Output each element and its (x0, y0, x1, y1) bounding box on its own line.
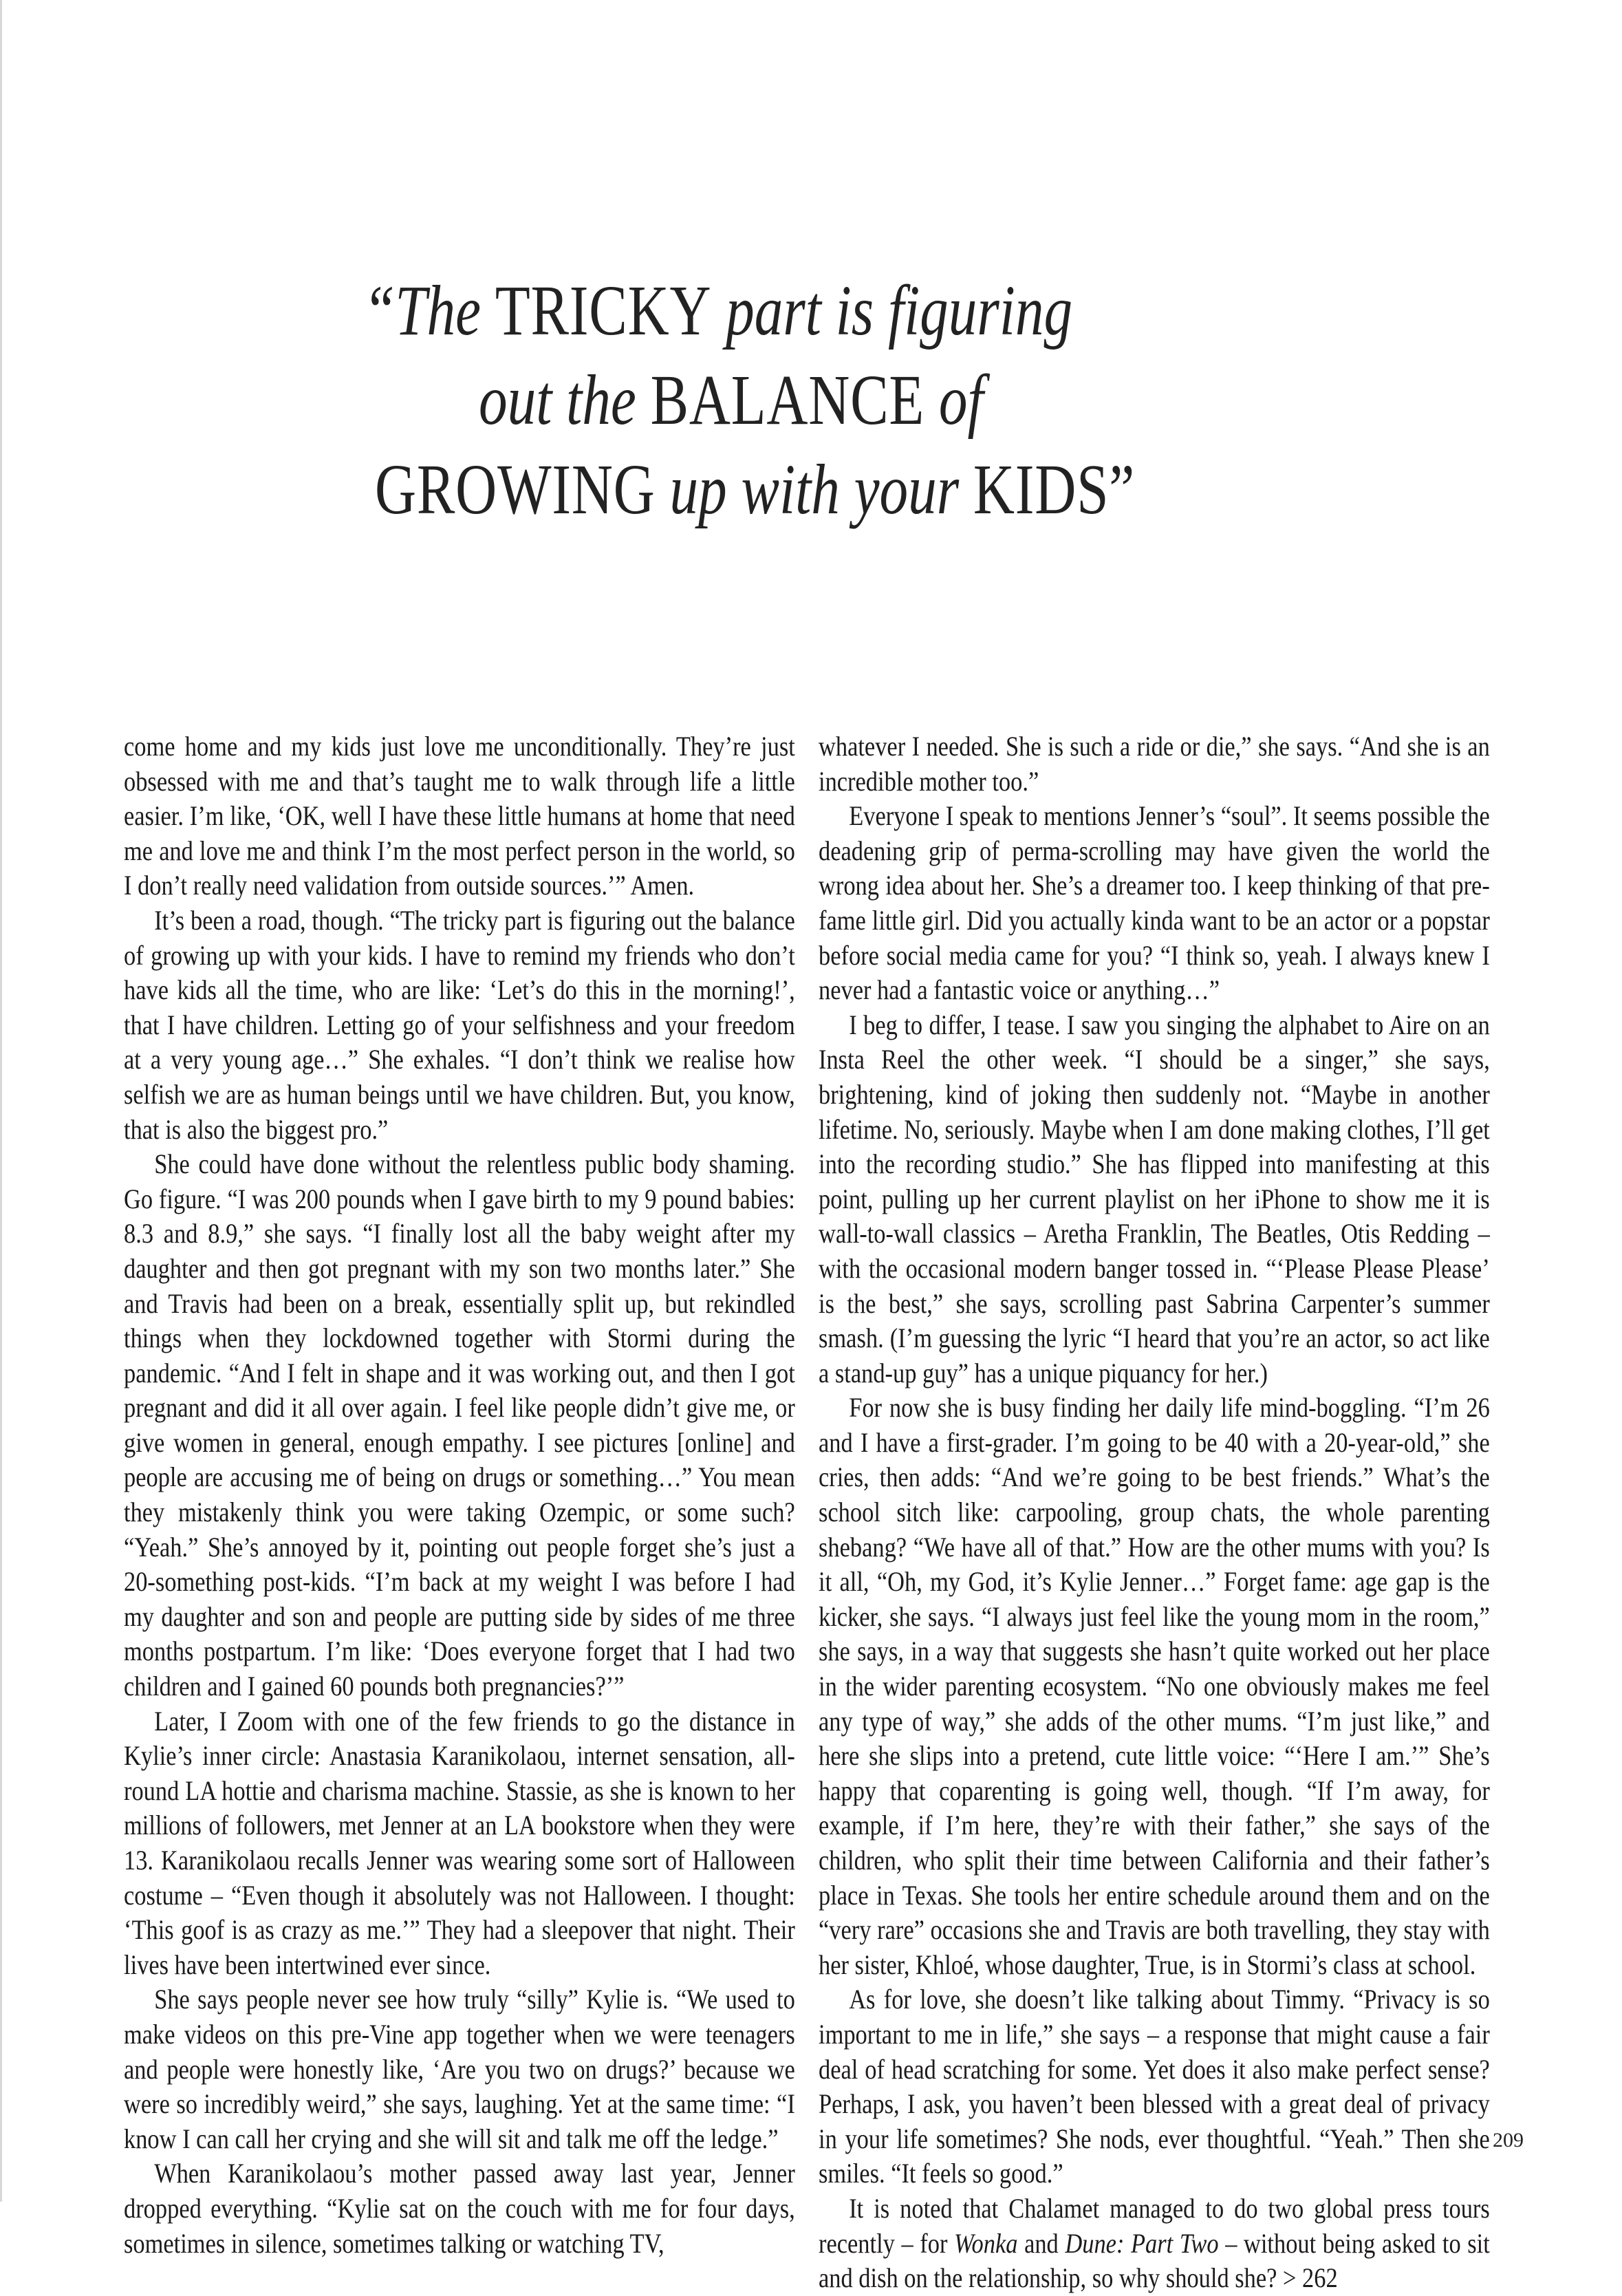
pull-quote-text: up with your (669, 450, 960, 529)
paragraph: She says people never see how truly “silly” Kylie is. “We used to make videos on this pre-Vine app together when we were teenagers and people were honestly like, ‘Are you two on drugs?’ because we were so incredibly weird,” she says, laughing. Yet at the same time: “I know I can call her crying and she will sit and talk me off the ledge.” (124, 1984, 795, 2154)
pull-quote-text: BALANCE (650, 361, 925, 440)
pull-quote-text: “The (363, 271, 482, 350)
pull-quote-line-3 (375, 450, 1135, 529)
paragraph: whatever I needed. She is such a ride or die,” she says. “And she is an incredible mother too.” (819, 731, 1490, 797)
page-number: 209 (1493, 2129, 1524, 2152)
pull-quote-text: KIDS” (973, 450, 1135, 529)
pull-quote-text: GROWING (375, 450, 656, 529)
pull-quote-text: TRICKY (495, 271, 712, 350)
pull-quote-line-2 (479, 361, 984, 440)
paragraph-text: and (1017, 2227, 1066, 2259)
paragraph: As for love, she doesn’t like talking about Timmy. “Privacy is so important to me in life,” she says – a response that might cause a fair deal of head scratching for some. Yet does it also make perfect sense? Perhaps, I ask, you haven’t been blessed with a great deal of privacy in your life sometimes? She nods, ever thoughtful. “Yeah.” Then she smiles. “It feels so good.” (819, 1984, 1490, 2189)
film-title: Dune: Part Two (1065, 2227, 1219, 2259)
page-edge (0, 0, 2, 2202)
pull-quote-text: part is figuring (726, 271, 1073, 350)
continued-on-reference: – without being asked to sit and dish on the relationship, so why should she? > 262 (819, 2227, 1490, 2294)
paragraph: For now she is busy finding her daily life mind-boggling. “I’m 26 and I have a first-grader. I’m going to be 40 with a 20-year-old,” she cries, then adds: “And we’re going to be best friends.” What’s the school sitch like: carpooling, group chats, the whole parenting shebang? “We have all of that.” How are the other mums with you? Is it all, “Oh, my God, it’s Kylie Jenner…” Forget fame: age gap is the kicker, she says. “I always just feel like the young mom in the room,” she says, in a way that suggests she hasn’t quite worked out her place in the wider parenting ecosystem. “No one obviously makes me feel any type of way,” she adds of the other mums. “I’m just like,” and here she slips into a pretend, cute little voice: “‘Here I am.’” She’s happy that coparenting is going well, though. “If I’m away, for example, if I’m here, they’re with their father,” she says of the children, who split their time between California and their father’s place in Texas. She tools her entire schedule around them and on the “very rare” occasions she and Travis are both travelling, they stay with her sister, Khloé, whose daughter, True, is in Stormi’s class at school. (819, 1392, 1490, 1980)
paragraph: When Karanikolaou’s mother passed away last year, Jenner dropped everything. “Kylie sat on the couch with me for four days, sometimes in silence, sometimes talking or watching TV, (124, 2158, 795, 2259)
paragraph: Everyone I speak to mentions Jenner’s “soul”. It seems possible the deadening grip of perma-scrolling may have given the world the wrong idea about her. She’s a dreamer too. I keep thinking of that pre-fame little girl. Did you actually kinda want to be an actor or a popstar before social media came for you? “I think so, yeah. I always knew I never had a fantastic voice or anything…” (819, 800, 1490, 1006)
pull-quote-text: of (938, 361, 984, 440)
paragraph-final (819, 2191, 1490, 2296)
film-title: Wonka (954, 2227, 1018, 2259)
paragraph: It’s been a road, though. “The tricky part is figuring out the balance of growing up with your kids. I have to remind my friends who don’t have kids all the time, who are like: ‘Let’s do this in the morning!’, that I have children. Letting go of your selfishness and your freedom at a very young age…” She exhales. “I don’t think we realise how selfish we are as human beings until we have children. But, you know, that is also the biggest pro.” (124, 904, 795, 1145)
pull-quote-line-1 (363, 271, 1073, 350)
paragraph-text: It is noted that Chalamet managed to do two global press tours recently – for (819, 2192, 1490, 2259)
article-column-right (819, 729, 1490, 2296)
article-column-left (124, 729, 795, 2261)
paragraph: She could have done without the relentless public body shaming. Go figure. “I was 200 pounds when I gave birth to my 9 pound babies: 8.3 and 8.9,” she says. “I finally lost all the baby weight after my daughter and then got pregnant with my son two months later.” She and Travis had been on a break, essentially split up, but rekindled things when they lockdowned together with Stormi during the pandemic. “And I felt in shape and it was working out, and then I got pregnant and did it all over again. I feel like people didn’t give me, or give women in general, enough empathy. I see pictures [online] and people are accusing me of being on drugs or something…” You mean they mistakenly think you were taking Ozempic, or some such? “Yeah.” She’s annoyed by it, pointing out people forget she’s just a 20-something post-kids. “I’m back at my weight I was before I had my daughter and son and people are putting side by sides of me three months postpartum. I’m like: ‘Does everyone forget that I had two children and I gained 60 pounds both pregnancies?’” (124, 1148, 795, 1702)
paragraph: I beg to differ, I tease. I saw you singing the alphabet to Aire on an Insta Reel the other week. “I should be a singer,” she says, brightening, kind of joking then suddenly not. “Maybe in another lifetime. No, seriously. Maybe when I am done making clothes, I’ll get into the recording studio.” She has flipped into manifesting at this point, pulling up her current playlist on her iPhone to show me it is wall-to-wall classics – Aretha Franklin, The Beatles, Otis Redding – with the occasional modern banger tossed in. “‘Please Please Please’ is the best,” she says, scrolling past Sabrina Carpenter’s summer smash. (I’m guessing the lyric “I heard that you’re an actor, so act like a stand-up guy” has a unique piquancy for her.) (819, 1009, 1490, 1388)
paragraph: come home and my kids just love me unconditionally. They’re just obsessed with me and that’s taught me to walk through life a little easier. I’m like, ‘OK, well I have these little humans at home that need me and love me and think I’m the most perfect person in the world, so I don’t really need validation from outside sources.’” Amen. (124, 731, 795, 901)
pull-quote-text: out the (479, 361, 636, 440)
paragraph: Later, I Zoom with one of the few friends to go the distance in Kylie’s inner circle: Anastasia Karanikolaou, internet sensation, all-round LA hottie and charisma machine. Stassie, as she is known to her millions of followers, met Jenner at an LA bookstore when they were 13. Karanikolaou recalls Jenner was wearing some sort of Halloween costume – “Even though it absolutely was not Halloween. I thought: ‘This goof is as crazy as me.’” They had a sleepover that night. Their lives have been intertwined ever since. (124, 1705, 795, 1980)
